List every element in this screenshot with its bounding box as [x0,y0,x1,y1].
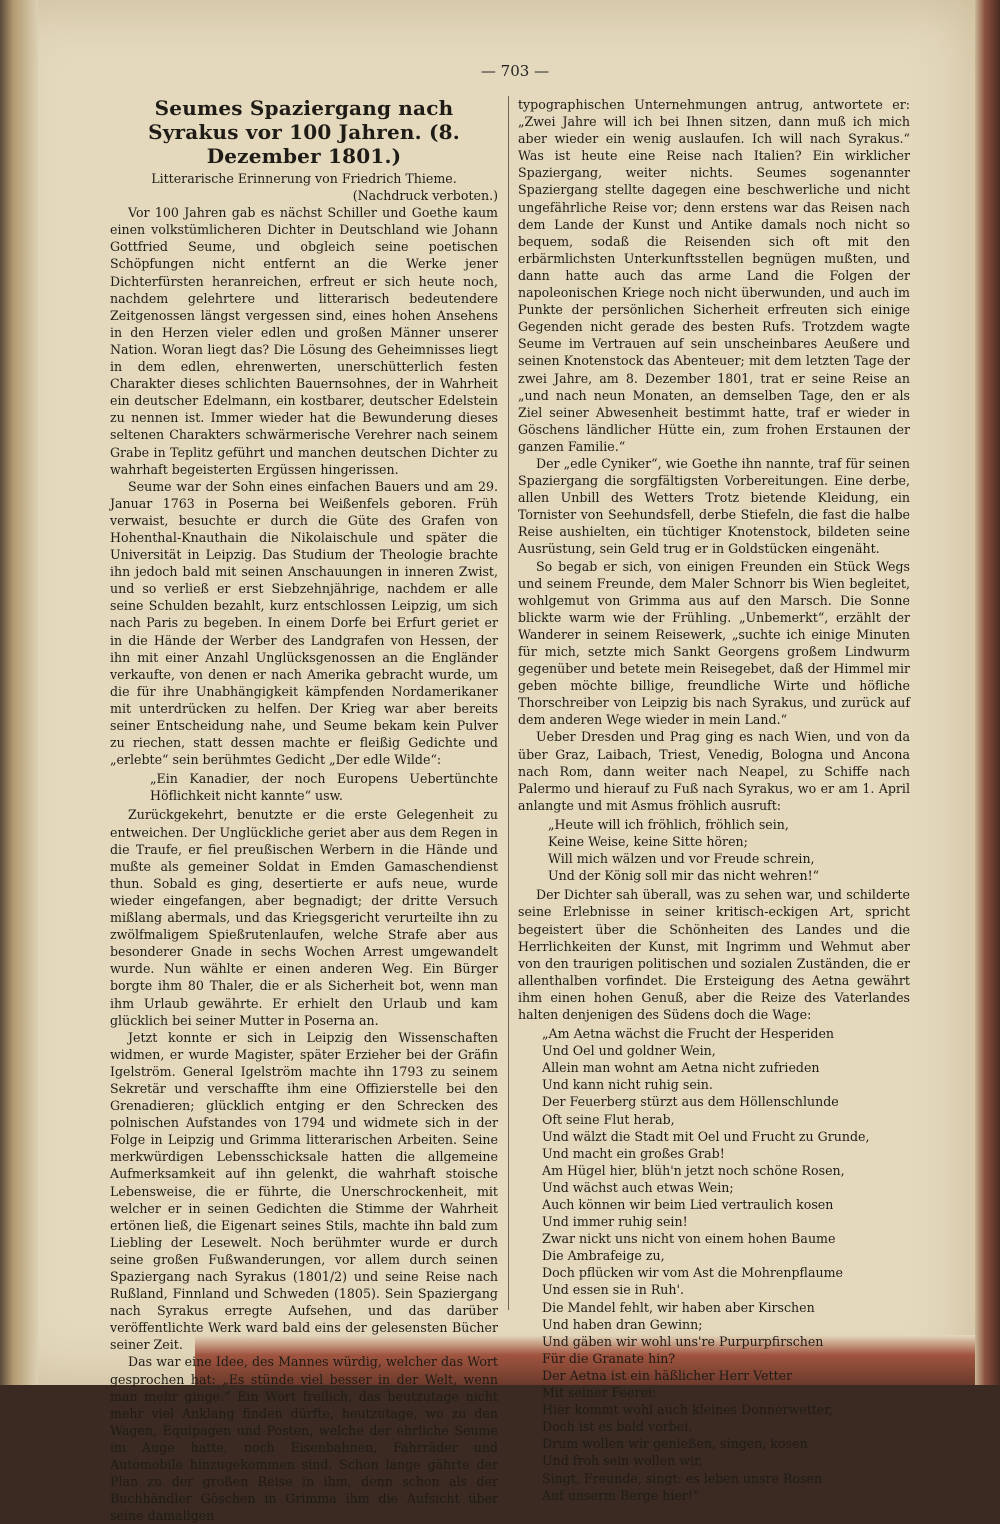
poem-line: Auch können wir beim Lied vertraulich kosen [542,1197,834,1212]
poem-line: Und wächst auch etwas Wein; [542,1179,734,1195]
poem-line: Zwar nickt uns nicht von einem hohen Baume [542,1231,836,1247]
poem-line: „Heute will ich fröhlich, fröhlich sein, [548,816,789,832]
poem-line: Will mich wälzen und vor Freude schrein, [548,851,815,867]
poem-line: Und macht ein großes Grab! [542,1145,725,1161]
poem-line: Und essen sie in Ruh'. [542,1282,684,1298]
paragraph: Jetzt konnte er sich in Leipzig den Wissenschaften widmen, er wurde Magister, später Erzieher bei der Gräfin Igelström. General Igelström machte ihn 1793 zu seinem Sekretär und verschaffte ihm eine Offizierstelle bei den Grenadieren; glücklich entging er den Schrecken des polnischen Aufstandes von 1794 und widmete sich in der Folge in Leipzig und Grimma litterarischen Arbeiten. Seine merkwürdigen Lebensschicksale hatten die allgemeine Aufmerksamkeit auf ihn gelenkt, die wahrhaft stoische Lebensweise, die er führte, die Unerschrockenheit, mit welcher er in seinen Gedichten die Stimme der Wahrheit ertönen ließ, die Eigenart seines Stils, machte ihn bald zum Liebling der Lesewelt. Noch berühmter wurde er durch seine großen Fußwanderungen, vor allem durch seinen Spaziergang nach Syrakus (1801/2) und seine Reise nach Rußland, Finnland und Schweden (1805). Sein Spaziergang nach Syrakus erregte Aufsehen, und das darüber veröffentlichte Werk ward bald eins der gelesensten Bücher seiner Zeit. [110,1029,498,1353]
paragraph: Ueber Dresden und Prag ging es nach Wien, und von da über Graz, Laibach, Triest, Venedig, Bologna und Ancona nach Rom, dann weiter nach Neapel, zu Schiffe nach Palermo und hierauf zu Fuß nach Syrakus, wo er am 1. April anlangte und mit Asmus fröhlich ausruft: [518,729,910,813]
poem-line: Mit seiner Feerei: [542,1385,657,1401]
poem-line: Die Ambrafeige zu, [542,1248,665,1264]
book-spine-shadow [0,0,38,1385]
poem-line: Und kann nicht ruhig sein. [542,1077,713,1093]
poem-line: Und Oel und goldner Wein, [542,1043,716,1059]
paragraph: Der „edle Cyniker“, wie Goethe ihn nannte, traf für seinen Spaziergang die sorgfältigsten Vorbereitungen. Eine derbe, allen Unbill des Wetters Trotz bietende Kleidung, ein Tornister von Seehundsfell, derbe Stiefeln, die fast die halbe Reise aushielten, ein tüchtiger Knotenstock, bildeten seine Ausrüstung, sein Geld trug er in Goldstücken eingenäht. [518,455,910,557]
poem-line: Singt, Freunde, singt: es leben unsre Rosen [542,1470,823,1486]
right-column [518,96,910,1506]
poem-line: Am Hügel hier, blüh'n jetzt noch schöne Rosen, [542,1162,845,1178]
poem-quote: „Ein Kanadier, der noch Europens Uebertünchte Höflichkeit nicht kannte“ usw. [150,771,498,804]
poem-line: Der Feuerberg stürzt aus dem Höllenschlunde [542,1094,839,1110]
paragraph: So begab er sich, von einigen Freunden ein Stück Wegs und seinem Freunde, dem Maler Schnorr bis Wien begleitet, wohlgemut von Grimma aus auf den Marsch. Die Sonne blickte warm wie der Frühling. „Unbemerkt“, erzählt der Wanderer in seinem Reisewerk, „suchte ich einige Minuten für mich, setzte mich Sankt Georgens großem Lindwurm gegenüber und betete mein Reisegebet, daß der Himmel mir geben möchte billige, freundliche Wirte und höfliche Thorschreiber von Leipzig bis nach Syrakus, und zurück auf dem anderen Wege wieder in mein Land.“ [518,558,910,728]
poem-line: Und gäben wir wohl uns're Purpurpfirschen [542,1333,824,1349]
poem-line: Für die Granate hin? [542,1350,676,1366]
paragraph: Zurückgekehrt, benutzte er die erste Gelegenheit zu entweichen. Der Unglückliche geriet aber aus dem Regen in die Traufe, er fiel preußischen Werbern in die Hände und mußte als gemeiner Soldat in Emden Gamaschendienst thun. Sobald es ging, desertierte er aufs neue, wurde wieder eingefangen, aber begnadigt; der dritte Versuch mißlang abermals, und das Kriegsgericht verurteilte ihn zu zwölfmaligem Spießrutenlaufen, welche Strafe aber aus besonderer Gnade in sechs Wochen Arrest umgewandelt wurde. Nun wählte er einen anderen Weg. Ein Bürger borgte ihm 80 Thaler, die er als Sicherheit bot, wenn man ihm Urlaub gewährte. Er erhielt den Urlaub und kam glücklich bei seiner Mutter in Poserna an. [110,807,498,1028]
article-title: Seumes Spaziergang nach Syrakus vor 100 Jahren. (8. Dezember 1801.) [148,96,460,168]
poem-line: Und haben dran Gewinn; [542,1316,703,1332]
poem-line: Allein man wohnt am Aetna nicht zufrieden [542,1060,820,1076]
article-subtitle: Litterarische Erinnerung von Friedrich Thieme. [151,171,457,186]
paragraph: Der Dichter sah überall, was zu sehen war, und schilderte seine Erlebnisse in seiner kritisch-eckigen Art, spricht begeistert über die Schönheiten des Landes und die Herrlichkeiten der Kunst, mit Ingrimm und Wehmut aber von den traurigen politischen und sozialen Zuständen, die er allenthalben vorfindet. Die Ersteigung des Aetna gewährt ihm einen hohen Genuß, aber die Reize des Vaterlandes halten denjenigen des Südens doch die Wage: [518,887,910,1022]
page-edge [975,0,1000,1385]
paragraph: typographischen Unternehmungen antrug, antwortete er: „Zwei Jahre will ich bei Ihnen sitzen, dann muß ich mich aber wieder ein wenig auslaufen. Ich will nach Syrakus.“ Was ist heute eine Reise nach Italien? Ein wirklicher Spaziergang, weiter nichts. Seumes sogenannter Spaziergang stellte dagegen eine beschwerliche und nicht ungefährliche Reise vor; denn erstens war das Reisen nach dem Lande der Kunst und Antike damals noch nicht so bequem, sodaß die Reisenden sich oft mit den erbärmlichsten Unterkunftsstellen begnügen mußten, und dann hatte auch das arme Land die Folgen der napoleonischen Kriege noch nicht überwunden, und auch im Punkte der persönlichen Sicherheit erfreuten sich einige Gegenden nicht gerade des besten Rufs. Trotzdem wagte Seume im Vertrauen auf sein unscheinbares Aeußere und seinen Knotenstock das Abenteuer; mit dem letzten Tage der zwei Jahre, am 8. Dezember 1801, trat er seine Reise an „und nach neun Monaten, an demselben Tage, den er als Ziel seiner Abwesenheit bestimmt hatte, traf er wieder in Göschens ländlicher Hütte ein, zum frohen Erstaunen der ganzen Familie.“ [518,97,910,454]
poem-line: Keine Weise, keine Sitte hören; [548,834,748,850]
paragraph: Vor 100 Jahren gab es nächst Schiller und Goethe kaum einen volkstümlicheren Dichter in Deutschland wie Johann Gottfried Seume, und obgleich seine poetischen Schöpfungen nicht entfernt an die Werke jener Dichterfürsten heranreichen, erfreut er sich heute noch, nachdem gelehrtere und litterarisch bedeutendere Zeitgenossen längst vergessen sind, eines hohen Ansehens in den Herzen vieler edlen und großen Männer unserer Nation. Woran liegt das? Die Lösung des Geheimnisses liegt in dem edlen, ehrenwerten, unerschütterlich festen Charakter dieses schlichten Bauernsohnes, der in Wahrheit ein deutscher Edelmann, ein kostbarer, deutscher Edelstein zu nennen ist. Immer wieder hat die Bewunderung dieses seltenen Charakters schwärmerische Verehrer nach seinem Grabe in Teplitz geführt und manchen deutschen Dichter zu wahrhaft begeisterten Ergüssen hingerissen. [110,205,498,477]
aetna-poem [542,1025,910,1504]
poem-line: „Am Aetna wächst die Frucht der Hesperiden [542,1026,835,1042]
column-divider [508,96,509,1310]
poem-line: Und froh sein wollen wir, [542,1453,703,1469]
paragraph: Seume war der Sohn eines einfachen Bauers und am 29. Januar 1763 in Poserna bei Weißenfels geboren. Früh verwaist, besuchte er durch die Güte des Grafen von Hohenthal-Knauthain die Nikolaischule und später die Universität in Leipzig. Das Studium der Theologie brachte ihn jedoch bald mit seinen Anschauungen in inneren Zwist, und so verließ er erst Siebzehnjährige, nachdem er alle seine Schulden bezahlt, kurz entschlossen Leipzig, um sich nach Paris zu begeben. In einem Dorfe bei Erfurt geriet er in die Hände der Werber des Landgrafen von Hessen, der ihn mit einer Anzahl Unglücksgenossen an die Engländer verkaufte, von denen er nach Amerika gebracht wurde, um die für ihre Unabhängigkeit kämpfenden Nordamerikaner mit unterdrücken zu helfen. Der Krieg war aber bereits seiner Entscheidung nahe, und Seume bekam kein Pulver zu riechen, statt dessen machte er fleißig Gedichte und „erlebte“ sein berühmtes Gedicht „Der edle Wilde“: [110,478,498,768]
poem-line: Doch pflücken wir vom Ast die Mohrenpflaume [542,1265,843,1281]
poem-line: Und immer ruhig sein! [542,1214,688,1230]
page-number: — 703 — [480,62,550,80]
poem-line: Drum wollen wir genießen, singen, kosen [542,1436,808,1452]
reprint-notice: (Nachdruck verboten.) [352,188,498,204]
poem-line: Doch ist es bald vorbei. [542,1419,693,1435]
poem-line: Und wälzt die Stadt mit Oel und Frucht zu Grunde, [542,1128,870,1144]
poem-line: Die Mandel fehlt, wir haben aber Kirschen [542,1299,815,1315]
poem-line: Oft seine Flut herab, [542,1111,675,1127]
poem [548,816,910,884]
left-column [110,96,498,1524]
poem-line: Der Aetna ist ein häßlicher Herr Vetter [542,1367,793,1383]
poem-line: Und der König soll mir das nicht wehren!“ [548,868,820,884]
poem-line: Auf unserm Berge hier!“ [542,1487,700,1503]
paragraph: Das war eine Idee, des Mannes würdig, welcher das Wort gesprochen hat: „Es stünde viel besser in der Welt, wenn man mehr ginge.“ Ein Wort freilich, das heutzutage nicht mehr viel Anklang finden dürfte, heutzutage, wo zu den Wagen, Equipagen und Posten, welche der ehrliche Seume im Auge hatte, noch Eisenbahnen, Fahrräder und Automobile hinzugekommen sind. Schon lange gährte der Plan zu der großen Reise in ihm, denn schon als der Buchhändler Göschen in Grimma ihm die Aufsicht über seine damaligen [110,1354,498,1524]
poem-line: Hier kommt wohl auch kleines Donnerwetter, [542,1402,833,1418]
